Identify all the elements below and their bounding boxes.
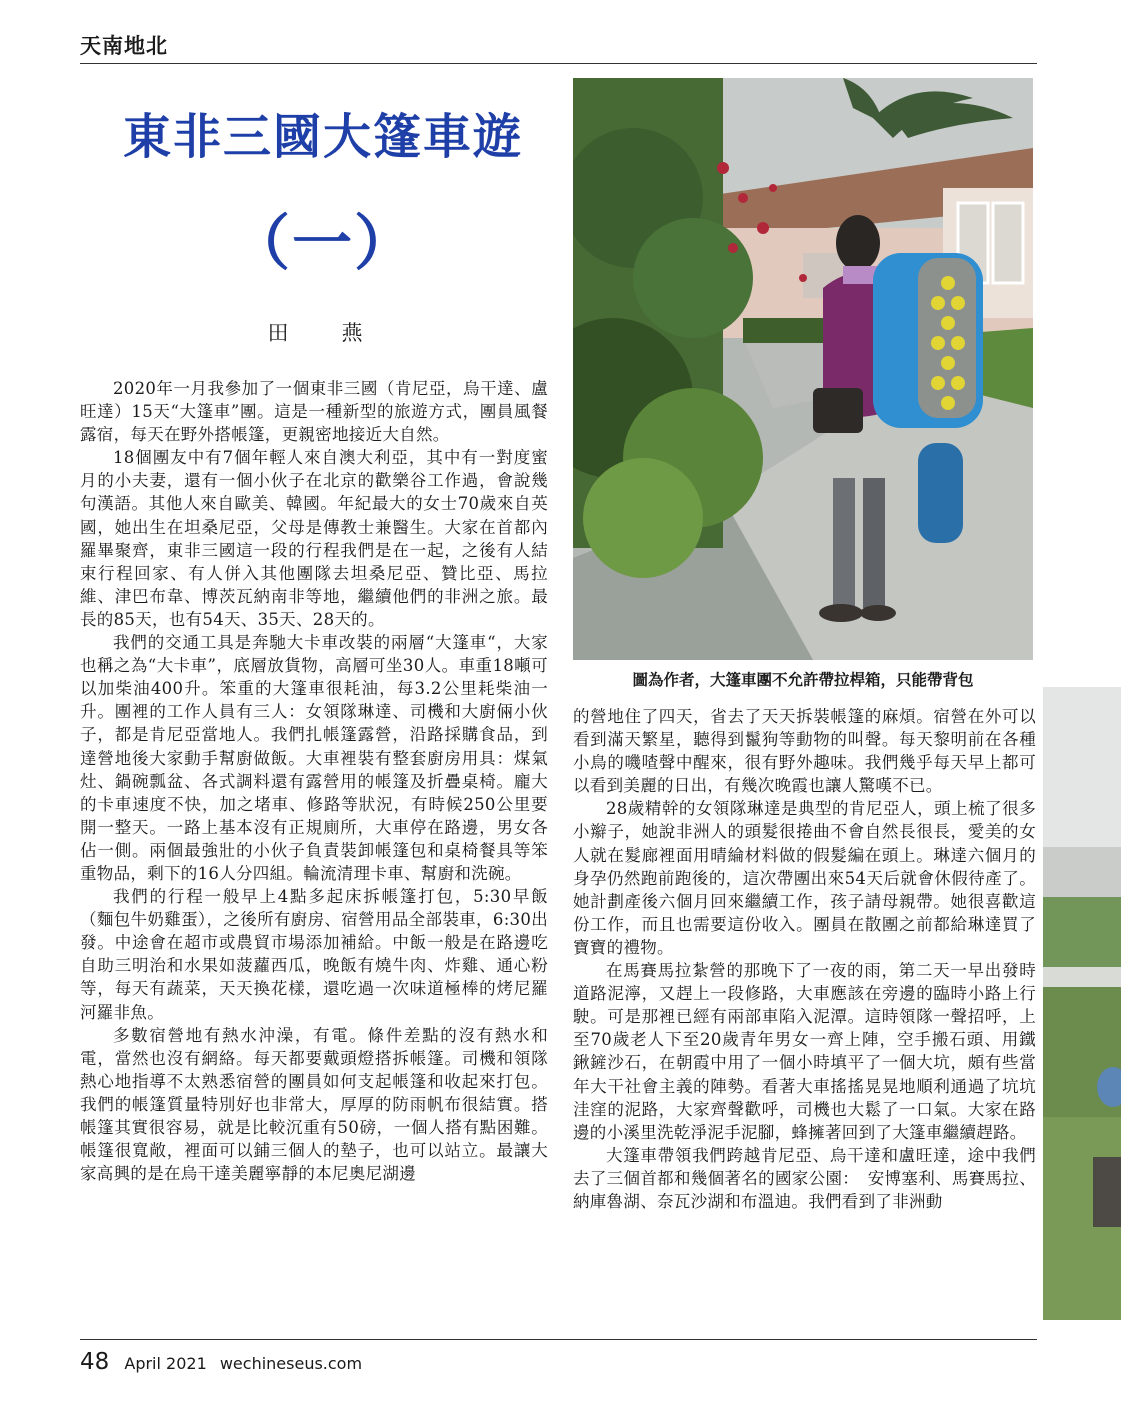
photo-caption: 圖為作者，大篷車團不允許帶拉桿箱，只能帶背包 bbox=[632, 671, 974, 689]
paragraph: 在馬賽馬拉紮營的那晚下了一夜的雨，第二天一早出發時道路泥濘，又趕上一段修路，大車應該在旁邊的臨時小路上行駛。可是那裡已經有兩部車陷入泥潭。這時領隊一聲招呼，上至70歲老人下至20歲青年男女一齊上陣，空手搬石頭、用鐵鍬鏟沙石，在朝霞中用了一個小時填平了一個大坑，頗有些當年大干社會主義的陣勢。看著大車搖搖晃晃地順利通過了坑坑洼窪的泥路，大家齊聲歡呼，司機也大鬆了一口氣。大家在路邊的小溪里洗乾淨泥手泥腳，蜂擁著回到了大篷車繼續趕路。 bbox=[573, 961, 1036, 1142]
article-title: 東非三國大篷車遊 bbox=[122, 109, 523, 165]
author-photo bbox=[573, 78, 1033, 660]
landscape-photo-fragment bbox=[1043, 687, 1121, 1320]
paragraph: 大篷車帶領我們跨越肯尼亞、烏干達和盧旺達，途中我們去了三個首都和幾個著名的國家公園： 安博塞利、馬賽馬拉、納庫魯湖、奈瓦沙湖和布溫迪。我們看到了非洲動 bbox=[573, 1145, 1036, 1211]
footer-divider bbox=[80, 1339, 1037, 1340]
issue-date: April 2021 bbox=[124, 1354, 207, 1373]
article-column-left bbox=[80, 377, 548, 1185]
page-footer bbox=[80, 1349, 370, 1375]
section-header: 天南地北 bbox=[80, 33, 168, 58]
paragraph: 我們的交通工具是奔馳大卡車改裝的兩層“大篷車“，大家也稱之為“大卡車”，底層放貨物，高層可坐30人。車重18噸可以加柴油400升。笨重的大篷車很耗油，每3.2公里耗柴油一升。團裡的工作人員有三人：女領隊琳達、司機和大廚倆小伙子，都是肯尼亞當地人。我們扎帳篷露營，沿路採購食品，到達營地後大家動手幫廚做飯。大車裡裝有整套廚房用具：煤氣灶、鍋碗瓢盆、各式調料還有露營用的帳篷及折疊桌椅。龐大的卡車速度不快，加之堵車、修路等狀況，有時候250公里要開一整天。一路上基本沒有正規廁所，大車停在路邊，男女各佔一側。兩個最強壯的小伙子負責裝卸帳篷包和桌椅餐具等笨重物品，剩下的16人分四組。輪流清理卡車、幫廚和洗碗。 bbox=[80, 633, 548, 883]
website: wechineseus.com bbox=[219, 1354, 363, 1373]
paragraph: 多數宿營地有熱水沖澡，有電。條件差點的沒有熱水和電，當然也沒有網絡。每天都要戴頭燈搭拆帳篷。司機和領隊熱心地指導不太熟悉宿營的團員如何支起帳篷和收起來打包。我們的帳篷質量特別好也非常大，厚厚的防雨帆布很結實。搭帳篷其實很容易，就是比較沉重有50磅，一個人搭有點困難。帳篷很寬敞，裡面可以鋪三個人的墊子，也可以站立。最讓大家高興的是在烏干達美麗寧靜的本尼奧尼湖邊 bbox=[80, 1025, 548, 1184]
article-author: 田 燕 bbox=[267, 321, 379, 345]
paragraph: 我們的行程一般早上4點多起床拆帳篷打包，5:30早飯（麵包牛奶雞蛋），之後所有廚房、宿營用品全部裝車，6:30出發。中途會在超市或農貿市場添加補給。中飯一般是在路邊吃自助三明治和水果如菠蘿西瓜，晚飯有燒牛肉、炸雞、通心粉等，每天有蔬菜，天天換花樣，還吃過一次味道極棒的烤尼羅河羅非魚。 bbox=[80, 887, 548, 1022]
article-column-right bbox=[573, 705, 1036, 1213]
article-part-number: （一） bbox=[230, 209, 416, 279]
paragraph: 的營地住了四天，省去了天天拆裝帳篷的麻煩。宿營在外可以看到滿天繁星，聽得到鬣狗等動物的叫聲。每天黎明前在各種小鳥的嘰喳聲中醒來，很有野外趣味。我們幾乎每天早上都可以看到美麗的日出，有幾次晚霞也讓人驚嘆不已。 bbox=[573, 707, 1036, 796]
header-divider bbox=[80, 63, 1037, 64]
paragraph: 18個團友中有7個年輕人來自澳大利亞，其中有一對度蜜月的小夫妻，還有一個小伙子在北京的歡樂谷工作過，會說幾句漢語。其他人來自歐美、韓國。年紀最大的女士70歲來自英國，她出生在坦桑尼亞，父母是傳教士兼醫生。大家在首都內羅畢聚齊，東非三國這一段的行程我們是在一起，之後有人結束行程回家、有人併入其他團隊去坦桑尼亞、贊比亞、馬拉維、津巴布韋、博茨瓦納南非等地，繼續他們的非洲之旅。最長的85天，也有54天、35天、28天的。 bbox=[80, 448, 548, 629]
paragraph: 2020年一月我參加了一個東非三國（肯尼亞，烏干達、盧旺達）15天“大篷車”團。這是一種新型的旅遊方式，團員風餐露宿，每天在野外搭帳篷，更親密地接近大自然。 bbox=[80, 379, 548, 445]
page-number: 48 bbox=[80, 1349, 110, 1375]
paragraph: 28歲精幹的女領隊琳達是典型的肯尼亞人，頭上梳了很多小辮子，她說非洲人的頭髮很捲曲不會自然長很長，愛美的女人就在髮廊裡面用晴綸材料做的假髮編在頭上。琳達六個月的身孕仍然跑前跑後的，這次帶團出來54天后就會休假待產了。她計劃產後六個月回來繼續工作，孩子請母親帶。她很喜歡這份工作，而且也需要這份收入。團員在散團之前都給琳達買了寶寶的禮物。 bbox=[573, 799, 1036, 957]
